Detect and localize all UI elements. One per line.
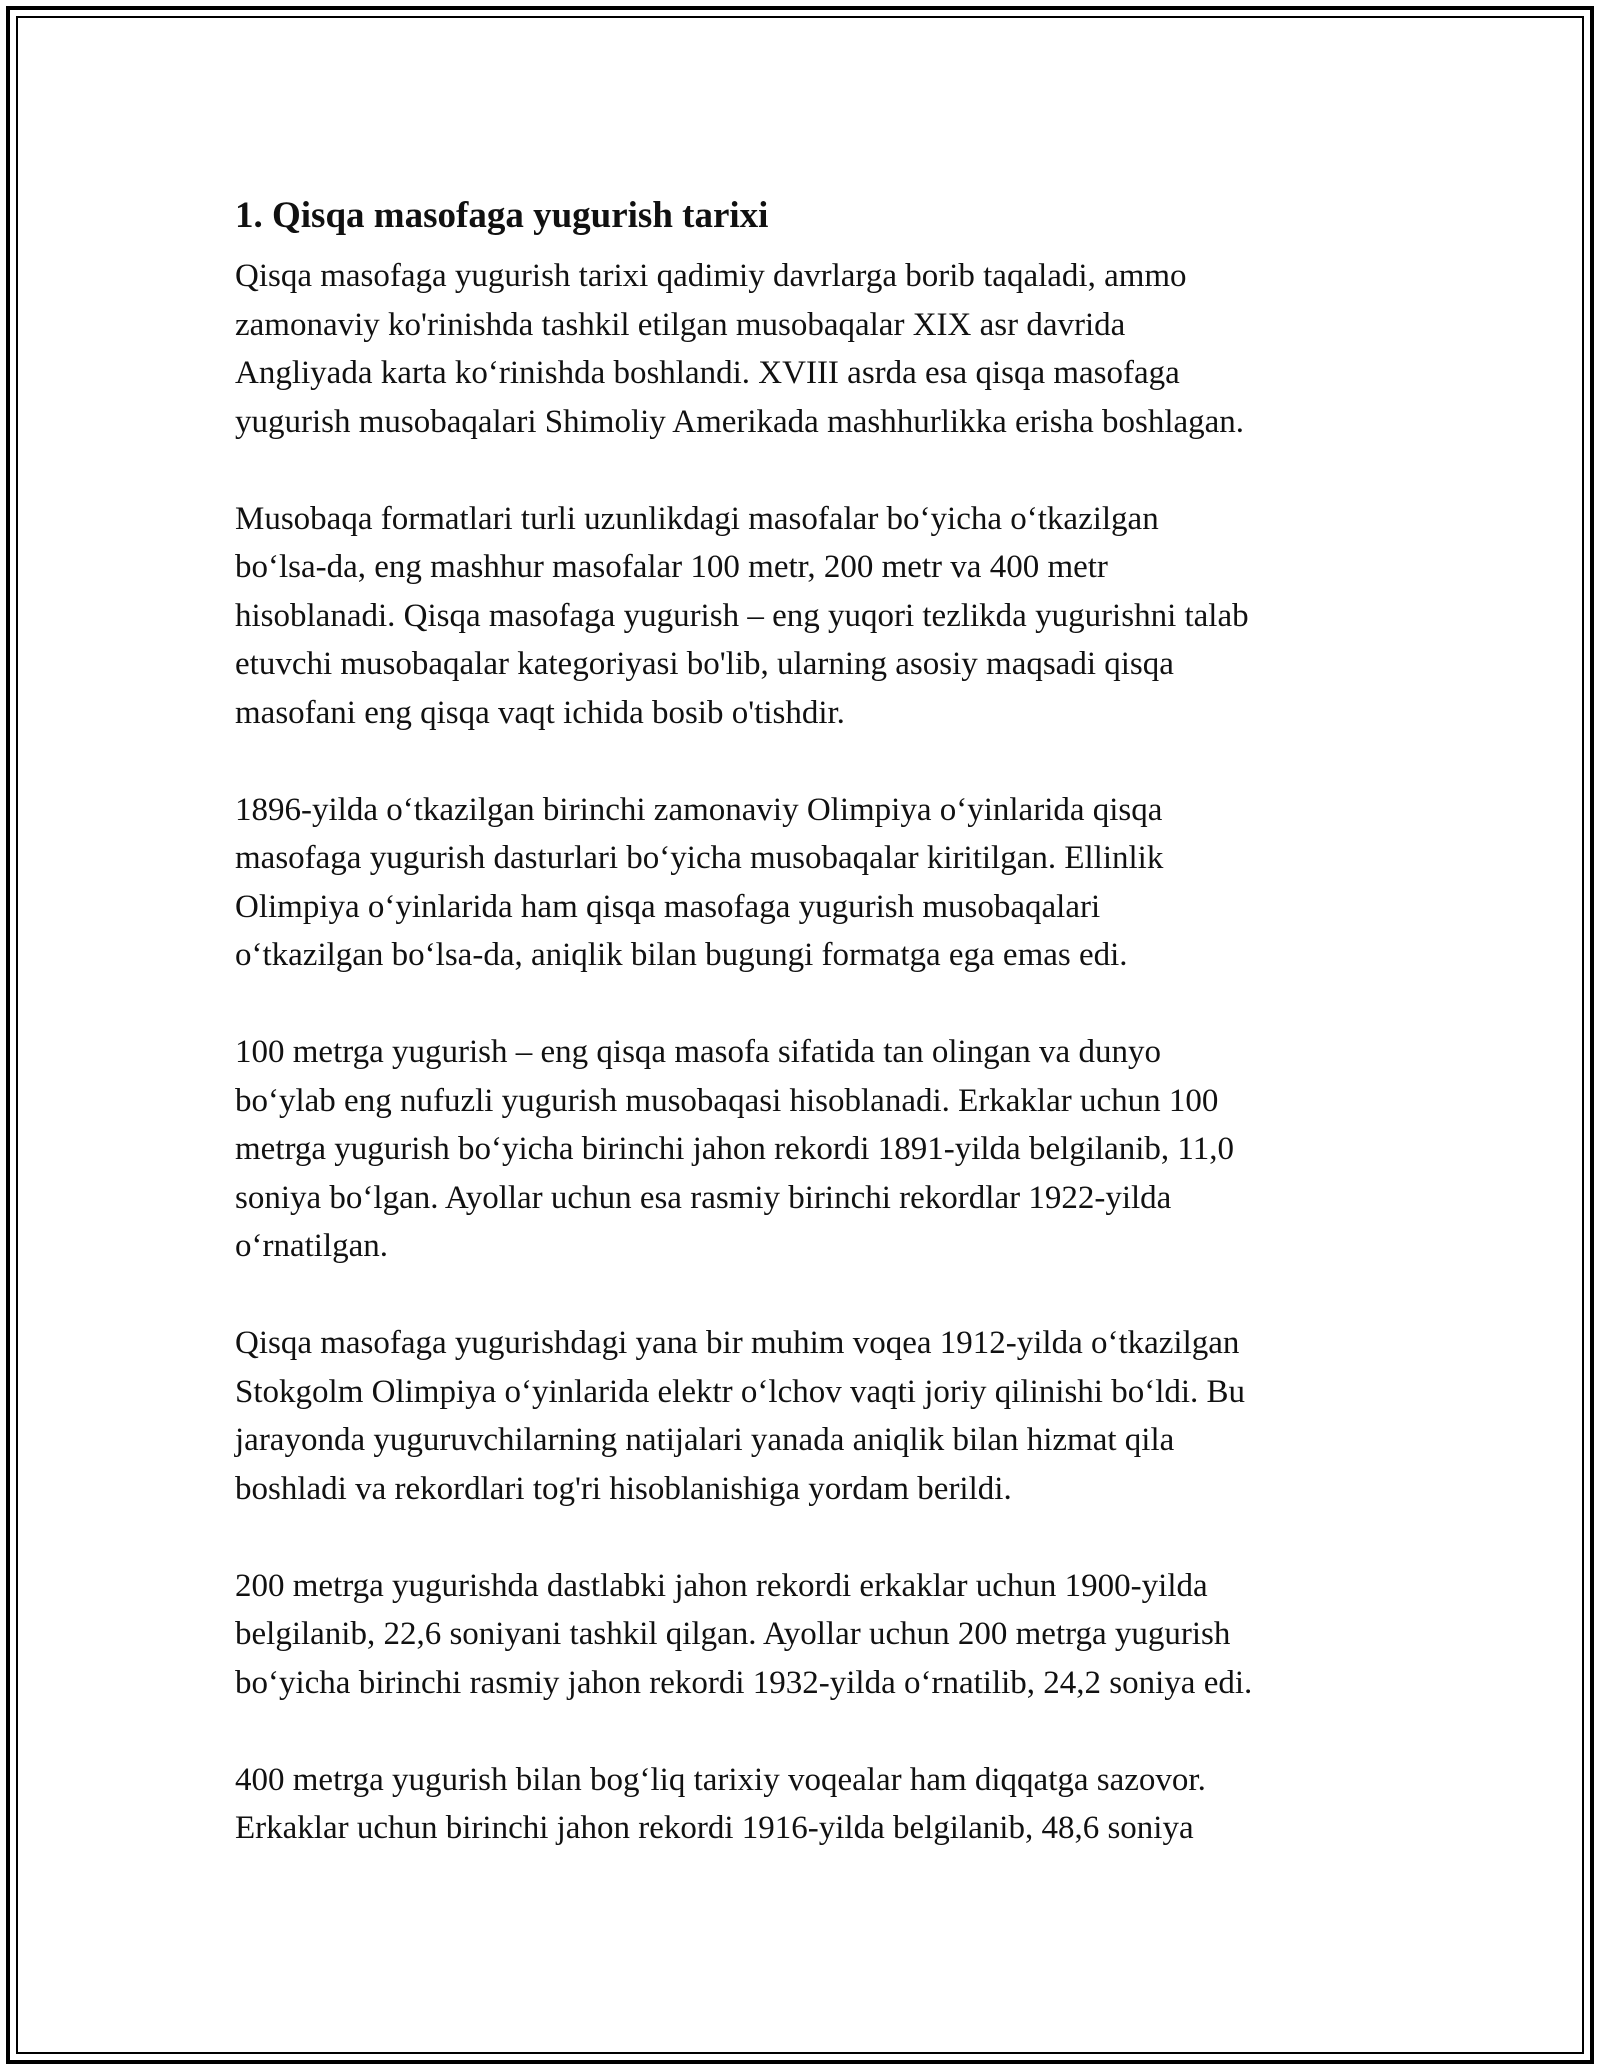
paragraph-line: bo‘yicha birinchi rasmiy jahon rekordi 1932-yilda o‘rnatilib, 24,2 soniya edi. <box>235 1664 1253 1701</box>
paragraph-7 <box>235 1756 1375 1853</box>
paragraph-line: 200 metrga yugurishda dastlabki jahon rekordi erkaklar uchun 1900-yilda <box>235 1567 1208 1604</box>
paragraph-5 <box>235 1319 1375 1513</box>
paragraph-line: masofaga yugurish dasturlari bo‘yicha musobaqalar kiritilgan. Ellinlik <box>235 840 1164 876</box>
paragraph-line: bo‘ylab eng nufuzli yugurish musobaqasi hisoblanadi. Erkaklar uchun 100 <box>235 1082 1219 1119</box>
paragraph-1 <box>235 252 1375 446</box>
paragraph-line: jarayonda yuguruvchilarning natijalari yanada aniqlik bilan hizmat qila <box>235 1422 1175 1458</box>
paragraph-4 <box>235 1028 1375 1271</box>
paragraph-line: hisoblanadi. Qisqa masofaga yugurish – eng yuqori tezlikda yugurishni talab <box>235 597 1249 634</box>
paragraph-line: bo‘lsa-da, eng mashhur masofalar 100 metr, 200 metr va 400 metr <box>235 549 1108 585</box>
paragraph-line: belgilanib, 22,6 soniyani tashkil qilgan. Ayollar uchun 200 metrga yugurish <box>235 1616 1231 1652</box>
paragraph-line: Qisqa masofaga yugurishdagi yana bir muhim voqea 1912-yilda o‘tkazilgan <box>235 1325 1240 1361</box>
paragraph-line: soniya bo‘lgan. Ayollar uchun esa rasmiy birinchi rekordlar 1922-yilda <box>235 1179 1172 1216</box>
paragraph-line: o‘tkazilgan bo‘lsa-da, aniqlik bilan bugungi formatga ega emas edi. <box>235 937 1128 973</box>
paragraph-line: Qisqa masofaga yugurish tarixi qadimiy davrlarga borib taqaladi, ammo <box>235 258 1187 294</box>
document-body <box>235 188 1375 1901</box>
paragraph-2 <box>235 495 1375 738</box>
paragraph-line: 100 metrga yugurish – eng qisqa masofa sifatida tan olingan va dunyo <box>235 1034 1161 1070</box>
paragraph-line: yugurish musobaqalari Shimoliy Amerikada mashhurlikka erisha boshlagan. <box>235 403 1245 440</box>
paragraph-6 <box>235 1562 1375 1708</box>
paragraph-line: zamonaviy ko'rinishda tashkil etilgan musobaqalar XIX asr davrida <box>235 306 1126 343</box>
paragraph-line: 400 metrga yugurish bilan bog‘liq tarixiy voqealar ham diqqatga sazovor. <box>235 1761 1206 1798</box>
paragraph-line: 1896-yilda o‘tkazilgan birinchi zamonaviy Olimpiya o‘yinlarida qisqa <box>235 791 1163 828</box>
paragraph-line: metrga yugurish bo‘yicha birinchi jahon rekordi 1891-yilda belgilanib, 11,0 <box>235 1131 1234 1167</box>
paragraph-line: o‘rnatilgan. <box>235 1228 389 1264</box>
paragraph-line: Stokgolm Olimpiya o‘yinlarida elektr o‘lchov vaqti joriy qilinishi bo‘ldi. Bu <box>235 1373 1246 1410</box>
section-heading: 1. Qisqa masofaga yugurish tarixi <box>235 195 769 236</box>
paragraph-line: Angliyada karta ko‘rinishda boshlandi. XVIII asrda esa qisqa masofaga <box>235 355 1180 391</box>
paragraph-line: masofani eng qisqa vaqt ichida bosib o'tishdir. <box>235 694 845 731</box>
paragraph-line: Musobaqa formatlari turli uzunlikdagi masofalar bo‘yicha o‘tkazilgan <box>235 500 1159 537</box>
paragraph-line: Erkaklar uchun birinchi jahon rekordi 1916-yilda belgilanib, 48,6 soniya <box>235 1810 1194 1846</box>
paragraph-3 <box>235 786 1375 980</box>
paragraph-line: boshladi va rekordlari tog'ri hisoblanishiga yordam berildi. <box>235 1470 1012 1507</box>
paragraph-line: Olimpiya o‘yinlarida ham qisqa masofaga yugurish musobaqalari <box>235 888 1101 925</box>
paragraph-line: etuvchi musobaqalar kategoriyasi bo'lib, ularning asosiy maqsadi qisqa <box>235 646 1174 682</box>
